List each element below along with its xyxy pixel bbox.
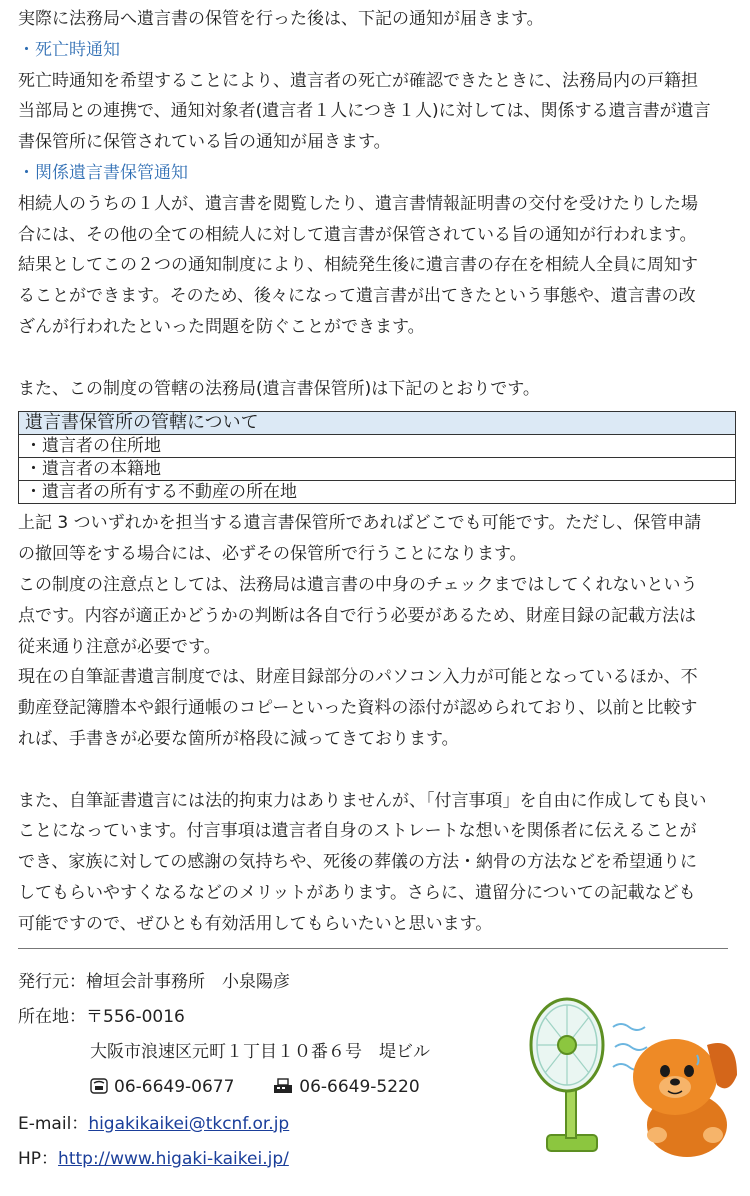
phone-icon — [90, 1072, 108, 1107]
jurisdiction-table-row: ・遺言者の住所地 — [19, 435, 736, 458]
body-line: 動産登記簿謄本や銀行通帳のコピーといった資料の添付が認められており、以前と比較す — [18, 698, 698, 719]
dog-mascot-icon — [633, 1039, 737, 1157]
death-notice-line: 書保管所に保管されている旨の通知が届きます。 — [18, 132, 391, 153]
address-label: 所在地：〒556-0016 — [18, 1006, 185, 1027]
spacer — [18, 755, 740, 786]
body-line: 従来通り注意が必要です。 — [18, 636, 221, 657]
body-line: 上記 3 ついずれかを担当する遺言書保管所であればどこでも可能です。ただし、保管申請 — [18, 513, 702, 534]
related-notice-line: ざんが行われたといった問題を防ぐことができます。 — [18, 316, 425, 337]
divider — [18, 948, 728, 949]
email-label: E-mail： — [18, 1113, 89, 1134]
related-notice-line: 相続人のうちの１人が、遺言書を閲覧したり、遺言書情報証明書の交付を受けたりした場 — [18, 193, 698, 214]
electric-fan-icon — [531, 999, 603, 1151]
closing-line: 可能ですので、ぜひとも有効活用してもらいたいと思います。 — [18, 913, 493, 934]
related-notice-heading: ・関係遺言書保管通知 — [18, 162, 188, 183]
jurisdiction-table-row: ・遺言者の本籍地 — [19, 458, 736, 481]
death-notice-line: 死亡時通知を希望することにより、遺言者の死亡が確認できたときに、法務局内の戸籍担 — [18, 70, 698, 91]
closing-line: また、自筆証書遺言には法的拘束力はありませんが、「付言事項」を自由に作成しても良い — [18, 790, 707, 811]
tel-number: 06-6649-0677 — [114, 1076, 235, 1097]
publisher: 発行元：檜垣会計事務所 小泉陽彦 — [18, 971, 290, 992]
death-notice-line: 当部局との連携で、通知対象者(遺言者１人につき１人)に対しては、関係する遺言書が遺言 — [18, 101, 711, 122]
intro-paragraph: 実際に法務局へ遺言書の保管を行った後は、下記の通知が届きます。 — [18, 9, 544, 29]
email-link[interactable]: higakikaikei@tkcnf.or.jp — [88, 1113, 290, 1134]
homepage-link[interactable]: http://www.higaki-kaikei.jp/ — [58, 1148, 289, 1169]
body-line: れば、手書きが必要な箇所が格段に減ってきております。 — [18, 728, 459, 749]
fan-and-dog-illustration — [515, 985, 745, 1160]
fax-icon — [273, 1072, 293, 1107]
spacer — [18, 343, 740, 374]
homepage-label: HP： — [18, 1148, 59, 1169]
jurisdiction-table — [18, 411, 736, 504]
related-notice-line: ることができます。そのため、後々になって遺言書が出てきたという事態や、遺言書の改 — [18, 286, 696, 307]
jurisdiction-intro: また、この制度の管轄の法務局(遺言書保管所)は下記のとおりです。 — [18, 378, 540, 399]
closing-line: ことになっています。付言事項は遺言者自身のストレートな想いを関係者に伝えることが — [18, 821, 697, 842]
address-line: 大阪市浪速区元町１丁目１０番６号 堤ビル — [90, 1041, 430, 1062]
related-notice-line: 結果としてこの２つの通知制度により、相続発生後に遺言書の存在を相続人全員に周知す — [18, 255, 698, 276]
jurisdiction-table-row: ・遺言者の所有する不動産の所在地 — [19, 481, 736, 504]
closing-line: でき、家族に対しての感謝の気持ちや、死後の葬儀の方法・納骨の方法などを希望通りに — [18, 852, 697, 873]
jurisdiction-table-header: 遺言書保管所の管轄について — [19, 412, 736, 435]
death-notice-heading: ・死亡時通知 — [18, 39, 120, 60]
body-line: の撤回等をする場合には、必ずその保管所で行うことになります。 — [18, 544, 527, 565]
related-notice-line: 合には、その他の全ての相続人に対して遺言書が保管されている旨の通知が行われます。 — [18, 224, 697, 245]
body-line: 点です。内容が適正かどうかの判断は各自で行う必要があるため、財産目録の記載方法は — [18, 605, 696, 626]
body-line: この制度の注意点としては、法務局は遺言書の中身のチェックまではしてくれないという — [18, 574, 698, 595]
closing-line: してもらいやすくなるなどのメリットがあります。さらに、遺留分についての記載なども — [18, 882, 696, 903]
body-line: 現在の自筆証書遺言制度では、財産目録部分のパソコン入力が可能となっているほか、不 — [18, 667, 698, 688]
fax-number: 06-6649-5220 — [299, 1076, 420, 1097]
